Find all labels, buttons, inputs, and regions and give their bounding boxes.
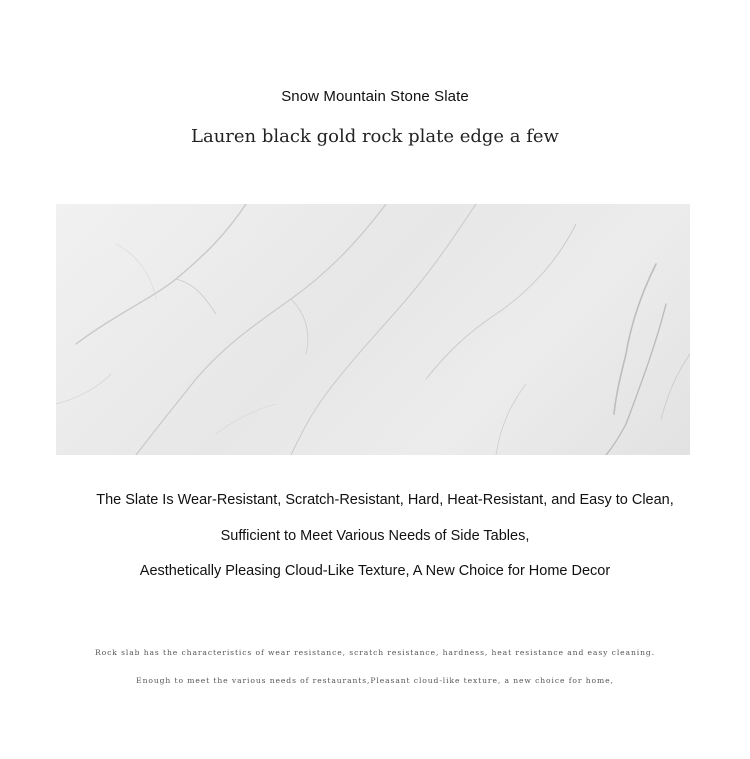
feature-line-1: The Slate Is Wear-Resistant, Scratch-Resistant, Hard, Heat-Resistant, and Easy to Clean, [96, 492, 674, 508]
description-line-1: Rock slab has the characteristics of wear resistance, scratch resistance, hardness, heat resistance and easy cleaning. [95, 648, 655, 657]
product-subtitle: Lauren black gold rock plate edge a few [191, 126, 559, 147]
feature-line-2: Sufficient to Meet Various Needs of Side Tables, [220, 528, 530, 544]
feature-line-3: Aesthetically Pleasing Cloud-Like Texture, A New Choice for Home Decor [139, 563, 611, 579]
product-title: Snow Mountain Stone Slate [281, 88, 469, 105]
marble-veins-graphic [56, 204, 690, 455]
description-line-2: Enough to meet the various needs of restaurants,Pleasant cloud-like texture, a new choice for home, [136, 676, 614, 685]
marble-texture-image [56, 204, 690, 455]
